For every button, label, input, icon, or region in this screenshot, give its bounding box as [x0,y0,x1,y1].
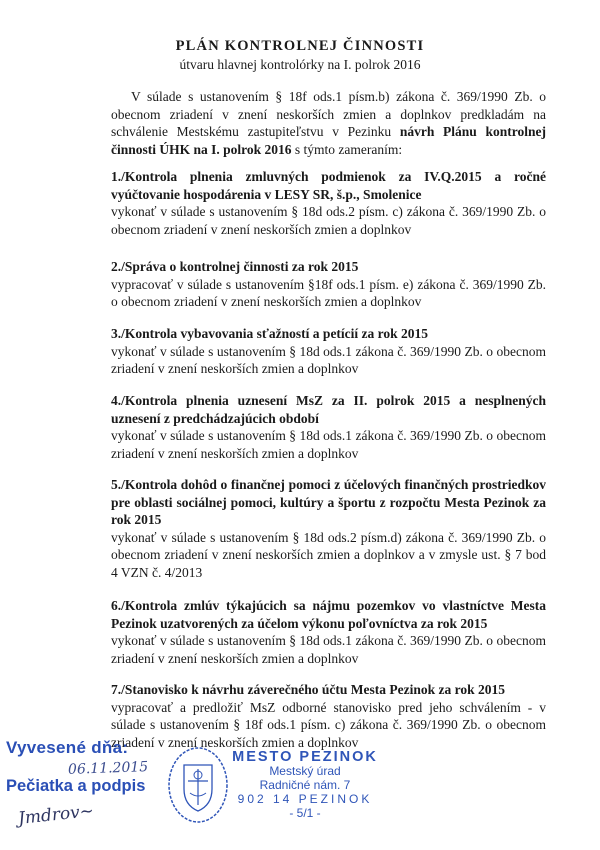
section-body: vykonať v súlade s ustanovením § 18d ods.2 písm. c) zákona č. 369/1990 Zb. o obecnom zriadení v znení neskorších zmien a doplnkov [111,204,546,237]
office-line-2: Radničné nám. 7 [259,778,351,792]
section-heading: 1./Kontrola plnenia zmluvných podmienok za IV.Q.2015 a ročné vyúčtovanie hospodárenia v LESY SR, š.p., Smolenice [111,169,546,202]
office-line-1: Mestský úrad [269,764,341,778]
posted-label: Vyvesené dňa: [6,738,129,757]
intro-text: V súlade s ustanovením § 18f ods.1 písm.b) zákona č. 369/1990 Zb. o obecnom zriadení v znení neskorších zmien a doplnkov predkladám na schválenie Mestskému zastupiteľstvu v Pezinku [111,89,546,139]
section-heading: 6./Kontrola zmlúv týkajúcich sa nájmu pozemkov vo vlastníctve Mesta Pezinok uzatvorených za účelom výkonu poľovníctva za rok 2015 [111,598,546,631]
coat-of-arms-icon [166,745,230,825]
posting-stamp [6,738,176,796]
section-body: vykonať v súlade s ustanovením § 18d ods.1 zákona č. 369/1990 Zb. o obecnom zriadení v znení neskorších zmien a doplnkov [111,343,546,376]
page-subtitle: útvaru hlavnej kontrolórky na I. polrok 2016 [179,57,421,72]
section-6 [111,597,546,667]
section-body: vypracovať a predložiť MsZ odborné stanovisko pred jeho schválením - v súlade s ustanovením § 18f ods.1 písm. c) zákona č. 369/1990 Zb. o obecnom zriadení v znení neskorších zmien a doplnkov [111,699,546,750]
handwritten-signature: Jmdrov~ [17,801,95,829]
section-2 [111,258,546,311]
section-heading: 7./Stanovisko k návrhu záverečného účtu Mesta Pezinok za rok 2015 [111,682,506,697]
section-4 [111,392,546,462]
intro-paragraph [111,88,546,158]
section-1 [111,168,546,238]
section-body: vypracovať v súlade s ustanovením §18f ods.1 písm. e) zákona č. 369/1990 Zb. o obecnom zriadení v znení neskorších zmien a doplnkov [111,276,546,309]
section-body: vykonať v súlade s ustanovením § 18d ods.1 zákona č. 369/1990 Zb. o obecnom zriadení v znení neskorších zmien a doplnkov [111,633,546,666]
section-7 [111,681,546,751]
office-name: MESTO PEZINOK [232,749,378,765]
section-heading: 3./Kontrola vybavovania sťažností a petícií za rok 2015 [111,326,429,341]
section-5 [111,476,546,581]
seal-label: Pečiatka a podpis [6,777,146,795]
section-heading: 5./Kontrola dohôd o finančnej pomoci z účelových finančných prostriedkov pre oblasti sociálnej pomoci, kultúry a športu z rozpočtu Mesta Pezinok za rok 2015 [111,477,546,527]
intro-bold-text: návrh Plánu kontrolnej činnosti ÚHK na I. polrok 2016 [111,124,547,157]
office-line-4: - 5/1 - [289,806,321,820]
intro-text-end: s týmto zameraním: [294,141,403,157]
section-body: vykonať v súlade s ustanovením § 18d ods.1 zákona č. 369/1990 Zb. o obecnom zriadení v znení neskorších zmien a doplnkov [111,428,546,461]
section-body: vykonať v súlade s ustanovením § 18d ods.2 písm.d) zákona č. 369/1990 Zb. o obecnom zriadení v znení neskorších zmien a doplnkov a v zmysle ust. § 7 bod 4 VZN č. 4/2013 [111,529,546,580]
office-line-3: 902 14 PEZINOK [237,792,373,806]
posted-date: 06.11.2015 [67,759,149,778]
office-stamp [230,750,380,820]
section-heading: 2./Správa o kontrolnej činnosti za rok 2015 [111,259,359,274]
section-3 [111,325,546,378]
page-title: PLÁN KONTROLNEJ ČINNOSTI [175,38,425,54]
section-heading: 4./Kontrola plnenia uznesení MsZ za II. polrok 2015 a nesplnených uznesení z predchádzajúcich období [111,393,546,426]
